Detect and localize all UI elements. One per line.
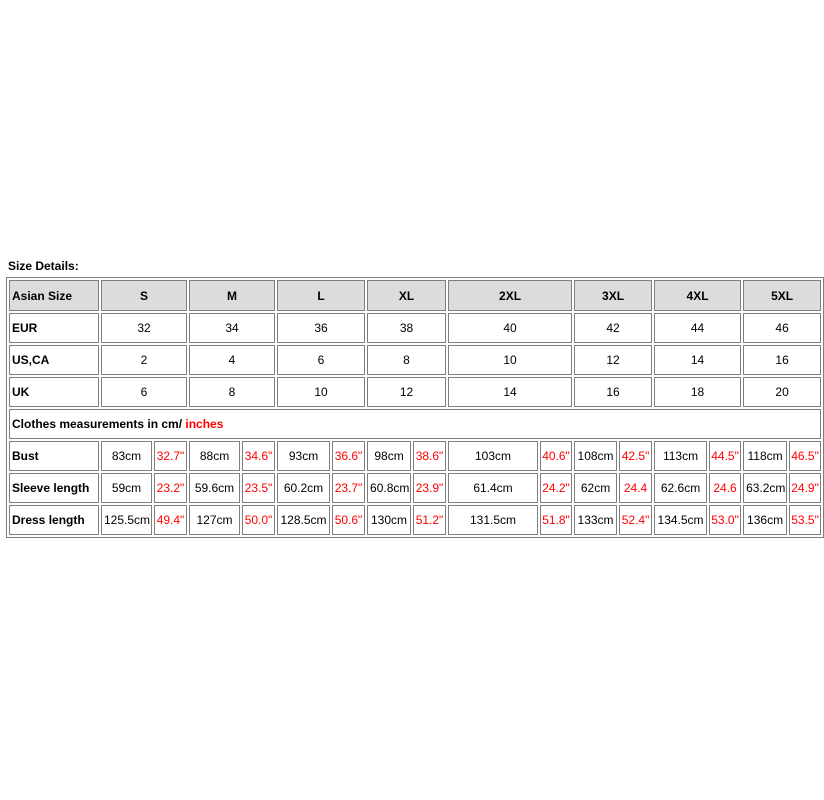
table-row [9,377,821,407]
table-row [9,345,821,375]
cm-value-cell: 125.5cm [101,505,152,535]
measurements-note [9,409,821,439]
table-row [9,505,821,535]
inch-value-cell: 23.2" [154,473,187,503]
size-conversion-cell: 14 [654,345,741,375]
table-row [9,473,821,503]
size-conversion-cell: 20 [743,377,821,407]
inch-value-cell: 32.7" [154,441,187,471]
cm-value-cell: 93cm [277,441,330,471]
inch-value-cell: 52.4" [619,505,652,535]
size-conversion-cell: 10 [277,377,365,407]
size-header-cell: 4XL [654,280,741,311]
inches-highlight: inches [185,417,224,431]
size-conversion-cell: 46 [743,313,821,343]
size-conversion-cell: 8 [367,345,446,375]
cm-value-cell: 59cm [101,473,152,503]
inch-value-cell: 46.5" [789,441,821,471]
size-conversion-cell: 6 [101,377,187,407]
size-conversion-cell: 8 [189,377,275,407]
table-row [9,313,821,343]
inch-value-cell: 38.6" [413,441,446,471]
inch-value-cell: 49.4" [154,505,187,535]
cm-value-cell: 62.6cm [654,473,707,503]
size-conversion-cell: 16 [574,377,652,407]
inch-value-cell: 53.0" [709,505,741,535]
cm-value-cell: 118cm [743,441,787,471]
cm-value-cell: 130cm [367,505,411,535]
inch-value-cell: 24.6 [709,473,741,503]
cm-value-cell: 88cm [189,441,240,471]
cm-value-cell: 60.2cm [277,473,330,503]
size-conversion-cell: 44 [654,313,741,343]
row-label: Dress length [9,505,99,535]
size-details-caption: Size Details: [8,259,79,273]
size-header-row [9,280,821,311]
size-header-cell: 3XL [574,280,652,311]
size-conversion-cell: 12 [367,377,446,407]
inch-value-cell: 34.6" [242,441,275,471]
row-label: Asian Size [9,280,99,311]
size-conversion-cell: 4 [189,345,275,375]
cm-value-cell: 59.6cm [189,473,240,503]
inch-value-cell: 36.6" [332,441,365,471]
size-header-cell: M [189,280,275,311]
row-label: EUR [9,313,99,343]
inch-value-cell: 24.2" [540,473,572,503]
cm-value-cell: 63.2cm [743,473,787,503]
cm-value-cell: 128.5cm [277,505,330,535]
size-conversion-cell: 40 [448,313,572,343]
size-conversion-cell: 36 [277,313,365,343]
size-conversion-cell: 10 [448,345,572,375]
inch-value-cell: 42.5" [619,441,652,471]
cm-value-cell: 98cm [367,441,411,471]
inch-value-cell: 24.9" [789,473,821,503]
inch-value-cell: 50.0" [242,505,275,535]
size-header-cell: L [277,280,365,311]
inch-value-cell: 51.2" [413,505,446,535]
size-conversion-cell: 18 [654,377,741,407]
size-header-cell: 5XL [743,280,821,311]
size-conversion-cell: 16 [743,345,821,375]
inch-value-cell: 40.6" [540,441,572,471]
cm-value-cell: 61.4cm [448,473,538,503]
size-header-cell: XL [367,280,446,311]
inch-value-cell: 23.5" [242,473,275,503]
size-header-cell: S [101,280,187,311]
measurements-note-text: Clothes measurements in cm/ [12,417,186,431]
cm-value-cell: 136cm [743,505,787,535]
cm-value-cell: 108cm [574,441,617,471]
size-conversion-cell: 6 [277,345,365,375]
size-header-cell: 2XL [448,280,572,311]
inch-value-cell: 23.7" [332,473,365,503]
size-conversion-cell: 32 [101,313,187,343]
size-conversion-cell: 12 [574,345,652,375]
size-conversion-cell: 42 [574,313,652,343]
measurements-note-row [9,409,821,439]
size-chart-table [6,277,824,538]
cm-value-cell: 133cm [574,505,617,535]
size-conversion-cell: 38 [367,313,446,343]
size-conversion-cell: 14 [448,377,572,407]
table-row [9,441,821,471]
inch-value-cell: 50.6" [332,505,365,535]
row-label: UK [9,377,99,407]
cm-value-cell: 134.5cm [654,505,707,535]
inch-value-cell: 44.5" [709,441,741,471]
inch-value-cell: 51.8" [540,505,572,535]
cm-value-cell: 113cm [654,441,707,471]
row-label: Bust [9,441,99,471]
inch-value-cell: 53.5" [789,505,821,535]
cm-value-cell: 62cm [574,473,617,503]
row-label: Sleeve length [9,473,99,503]
cm-value-cell: 131.5cm [448,505,538,535]
cm-value-cell: 60.8cm [367,473,411,503]
row-label: US,CA [9,345,99,375]
cm-value-cell: 103cm [448,441,538,471]
cm-value-cell: 127cm [189,505,240,535]
size-conversion-cell: 34 [189,313,275,343]
size-conversion-cell: 2 [101,345,187,375]
inch-value-cell: 24.4 [619,473,652,503]
inch-value-cell: 23.9" [413,473,446,503]
cm-value-cell: 83cm [101,441,152,471]
